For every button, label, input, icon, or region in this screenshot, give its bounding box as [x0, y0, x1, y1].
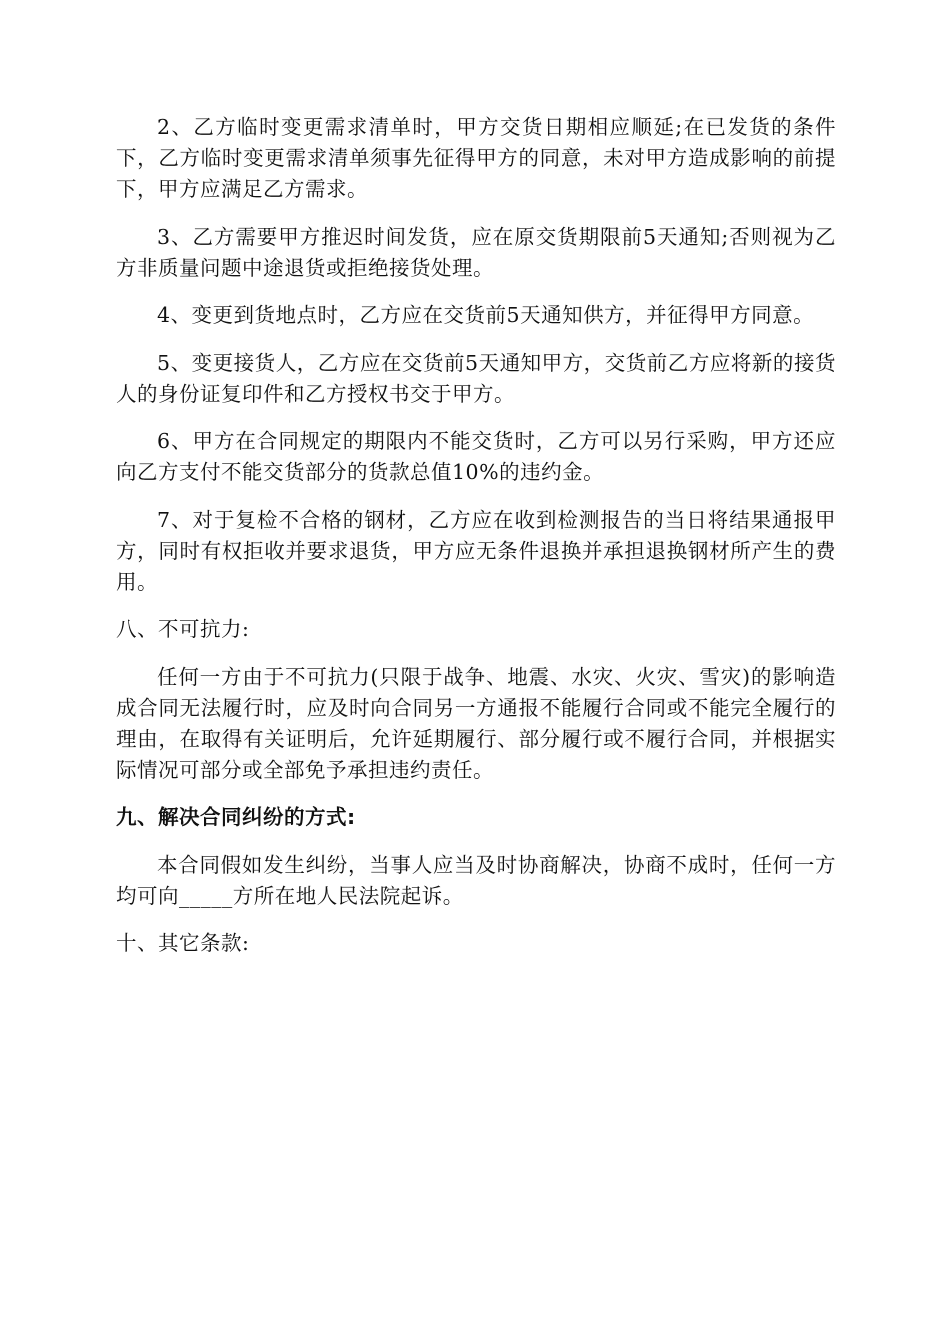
clause-3: 3、乙方需要甲方推迟时间发货，应在原交货期限前5天通知;否则视为乙方非质量问题中途退货或拒绝接货处理。 — [116, 224, 836, 280]
clause-2: 2、乙方临时变更需求清单时，甲方交货日期相应顺延;在已发货的条件下，乙方临时变更需求清单须事先征得甲方的同意，未对甲方造成影响的前提下，甲方应满足乙方需求。 — [116, 115, 836, 201]
clause-5: 5、变更接货人，乙方应在交货前5天通知甲方，交货前乙方应将新的接货人的身份证复印件和乙方授权书交于甲方。 — [116, 350, 836, 406]
clause-7: 7、对于复检不合格的钢材，乙方应在收到检测报告的当日将结果通报甲方，同时有权拒收并要求退货，甲方应无条件退换并承担退换钢材所产生的费用。 — [116, 507, 836, 594]
document-page — [116, 112, 836, 976]
section-8-heading: 八、不可抗力: — [116, 617, 250, 641]
section-9-body: 本合同假如发生纠纷，当事人应当及时协商解决，协商不成时，任何一方均可向_____方所在地人民法院起诉。 — [116, 852, 836, 908]
section-10-heading: 十、其它条款: — [116, 931, 250, 955]
clause-6: 6、甲方在合同规定的期限内不能交货时，乙方可以另行采购，甲方还应向乙方支付不能交货部分的货款总值10%的违约金。 — [116, 429, 836, 484]
clause-4: 4、变更到货地点时，乙方应在交货前5天通知供方，并征得甲方同意。 — [157, 303, 815, 327]
section-9-heading: 九、解决合同纠纷的方式: — [116, 805, 356, 829]
section-8-body: 任何一方由于不可抗力(只限于战争、地震、水灾、火灾、雪灾)的影响造成合同无法履行时，应及时向合同另一方通报不能履行合同或不能完全履行的理由，在取得有关证明后，允许延期履行、部分履行或不履行合同，并根据实际情况可部分或全部免予承担违约责任。 — [116, 664, 836, 782]
